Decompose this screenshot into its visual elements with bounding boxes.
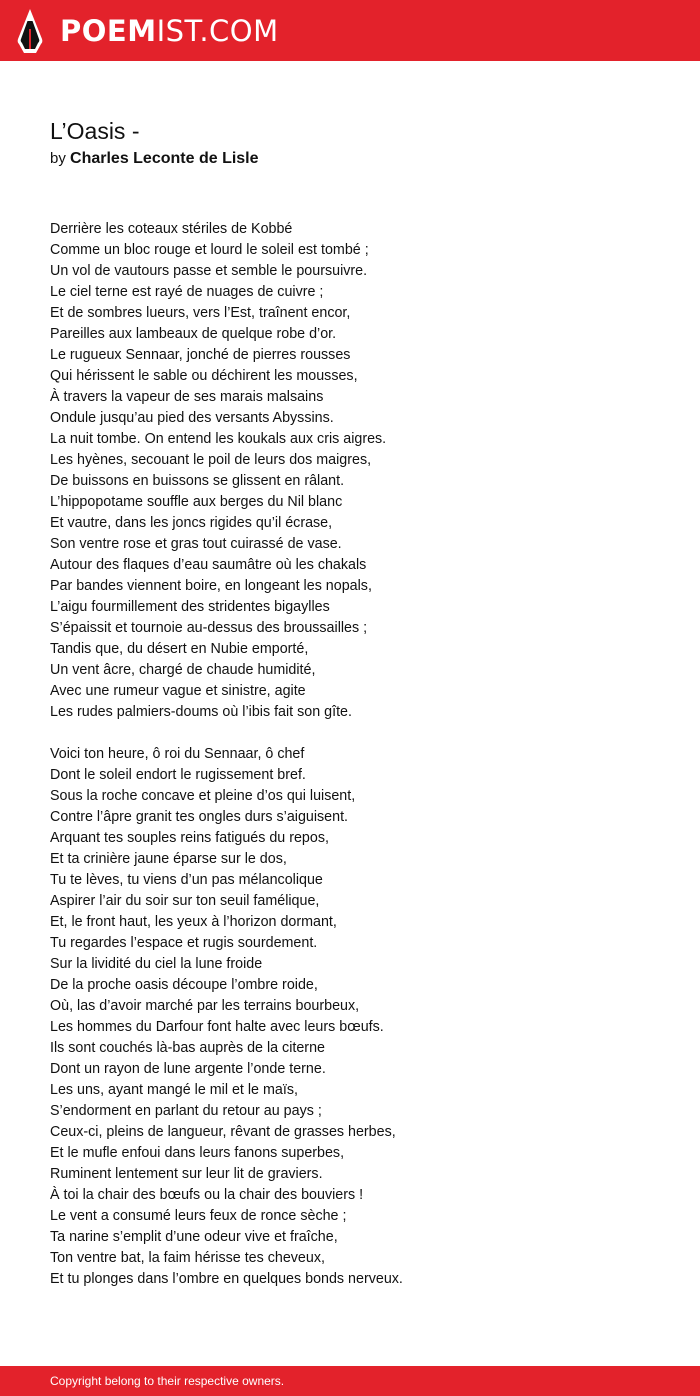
poem-line: Sous la roche concave et pleine d’os qui luisent,: [50, 788, 356, 804]
poem-line: Ruminent lentement sur leur lit de graviers.: [50, 1166, 323, 1182]
poem-line: Dont le soleil endort le rugissement bref.: [50, 767, 306, 783]
site-footer: [0, 1366, 700, 1396]
byline: [50, 148, 650, 170]
poem-body: [50, 219, 670, 1290]
author-name: Charles Leconte de Lisle: [70, 150, 259, 167]
poem-line: Tu te lèves, tu viens d’un pas mélancolique: [50, 872, 323, 888]
poem-stanza: [50, 219, 670, 723]
poem-line: Autour des flaques d’eau saumâtre où les chakals: [50, 557, 367, 573]
poem-line: Le ciel terne est rayé de nuages de cuivre ;: [50, 284, 324, 300]
poem-line: Qui hérissent le sable ou déchirent les mousses,: [50, 368, 358, 384]
poem-line: L’aigu fourmillement des stridentes bigaylles: [50, 599, 330, 615]
poem-line: Et de sombres lueurs, vers l’Est, traînent encor,: [50, 305, 351, 321]
poem-line: Tu regardes l’espace et rugis sourdement.: [50, 935, 318, 951]
poem-line: Avec une rumeur vague et sinistre, agite: [50, 683, 306, 699]
poem-heading: [50, 116, 650, 170]
site-header: [0, 0, 700, 61]
poem-line: Les rudes palmiers-doums où l’ibis fait son gîte.: [50, 704, 352, 720]
pen-nib-icon: [16, 9, 44, 53]
poem-line: Voici ton heure, ô roi du Sennaar, ô chef: [50, 746, 305, 762]
logo-light-text: IST.COM: [156, 14, 279, 48]
poem-line: Et ta crinière jaune éparse sur le dos,: [50, 851, 287, 867]
poem-line: Où, las d’avoir marché par les terrains bourbeux,: [50, 998, 360, 1014]
poem-line: Contre l’âpre granit tes ongles durs s’aiguisent.: [50, 809, 349, 825]
poem-line: Et tu plonges dans l’ombre en quelques bonds nerveux.: [50, 1271, 403, 1287]
poem-line: Comme un bloc rouge et lourd le soleil est tombé ;: [50, 242, 369, 258]
poem-line: De la proche oasis découpe l’ombre roide,: [50, 977, 318, 993]
poem-line: Sur la lividité du ciel la lune froide: [50, 956, 263, 972]
poem-line: S’épaissit et tournoie au-dessus des broussailles ;: [50, 620, 368, 636]
poem-line: Et vautre, dans les joncs rigides qu’il écrase,: [50, 515, 333, 531]
poem-line: Et, le front haut, les yeux à l’horizon dormant,: [50, 914, 337, 930]
poem-line: La nuit tombe. On entend les koukals aux cris aigres.: [50, 431, 387, 447]
copyright-text: Copyright belong to their respective owners.: [50, 1374, 285, 1388]
poem-line: Arquant tes souples reins fatigués du repos,: [50, 830, 329, 846]
poem-line: L’hippopotame souffle aux berges du Nil blanc: [50, 494, 343, 510]
poem-line: Ils sont couchés là-bas auprès de la citerne: [50, 1040, 325, 1056]
poem-line: Aspirer l’air du soir sur ton seuil famélique,: [50, 893, 320, 909]
poem-line: Ton ventre bat, la faim hérisse tes cheveux,: [50, 1250, 325, 1266]
by-label: by: [50, 150, 66, 167]
poem-line: De buissons en buissons se glissent en râlant.: [50, 473, 345, 489]
poem-line: Ceux-ci, pleins de langueur, rêvant de grasses herbes,: [50, 1124, 396, 1140]
poem-line: Par bandes viennent boire, en longeant les nopals,: [50, 578, 372, 594]
poem-line: Son ventre rose et gras tout cuirassé de vase.: [50, 536, 342, 552]
poem-line: Les uns, ayant mangé le mil et le maïs,: [50, 1082, 298, 1098]
poem-line: À toi la chair des bœufs ou la chair des bouviers !: [50, 1187, 364, 1203]
site-logo-link[interactable]: [16, 8, 279, 54]
poem-line: Un vol de vautours passe et semble le poursuivre.: [50, 263, 368, 279]
poem-line: Pareilles aux lambeaux de quelque robe d’or.: [50, 326, 337, 342]
site-logo-text: [60, 8, 279, 54]
poem-line: Tandis que, du désert en Nubie emporté,: [50, 641, 309, 657]
poem-line: Les hommes du Darfour font halte avec leurs bœufs.: [50, 1019, 384, 1035]
poem-line: Ta narine s’emplit d’une odeur vive et fraîche,: [50, 1229, 338, 1245]
poem-line: Et le mufle enfoui dans leurs fanons superbes,: [50, 1145, 345, 1161]
poem-line: Ondule jusqu’au pied des versants Abyssins.: [50, 410, 334, 426]
poem-stanza: [50, 744, 670, 1290]
poem-title: L’Oasis -: [50, 118, 140, 144]
logo-bold-text: POEM: [60, 14, 157, 48]
poem-line: Le vent a consumé leurs feux de ronce sèche ;: [50, 1208, 347, 1224]
poem-line: S’endorment en parlant du retour au pays ;: [50, 1103, 322, 1119]
poem-line: Les hyènes, secouant le poil de leurs dos maigres,: [50, 452, 372, 468]
poem-line: Derrière les coteaux stériles de Kobbé: [50, 221, 293, 237]
poem-line: Un vent âcre, chargé de chaude humidité,: [50, 662, 316, 678]
poem-line: Le rugueux Sennaar, jonché de pierres rousses: [50, 347, 351, 363]
poem-line: À travers la vapeur de ses marais malsains: [50, 389, 324, 405]
poem-line: Dont un rayon de lune argente l’onde terne.: [50, 1061, 326, 1077]
